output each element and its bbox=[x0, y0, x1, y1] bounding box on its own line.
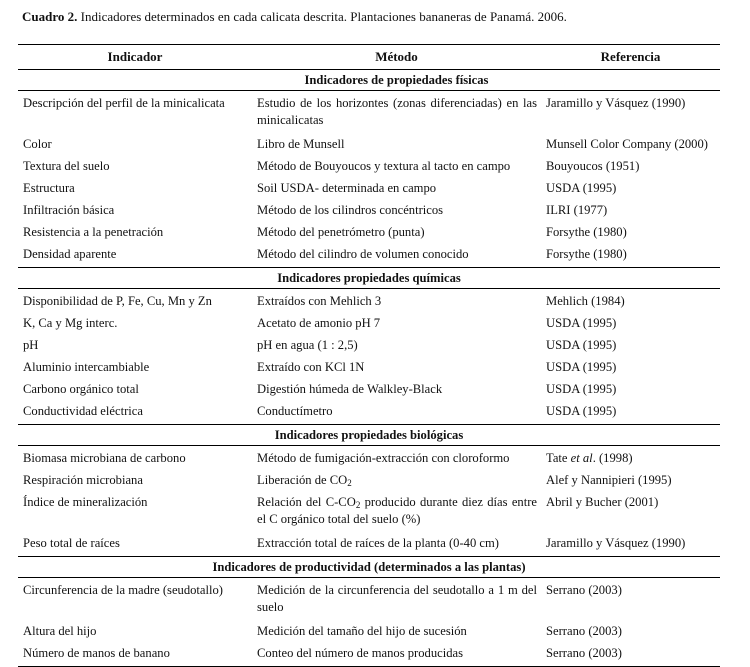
cell-metodo: Conteo del número de manos producidas bbox=[252, 644, 541, 667]
table-row bbox=[18, 336, 720, 358]
cell-metodo: Medición de la circunferencia del seudotallo a 1 m del suelo bbox=[257, 583, 537, 614]
cell-metodo: Extraídos con Mehlich 3 bbox=[257, 294, 382, 308]
cell-metodo: Método de fumigación-extracción con cloroformo bbox=[257, 451, 510, 465]
table-row bbox=[18, 619, 720, 644]
cell-metodo: Libro de Munsell bbox=[257, 137, 345, 151]
cell-metodo: Extracción total de raíces de la planta (0-40 cm) bbox=[257, 536, 499, 550]
caption-label: Cuadro 2. bbox=[22, 9, 78, 24]
table-row bbox=[18, 179, 720, 201]
table-row bbox=[18, 446, 720, 472]
table-row bbox=[18, 157, 720, 179]
ref-author: Tate bbox=[546, 451, 571, 465]
cell-referencia: Serrano (2003) bbox=[546, 583, 622, 597]
met-text-rest: producido durante diez días entre el C orgánico total del suelo (%) bbox=[257, 495, 537, 526]
section-fisicas: Indicadores de propiedades físicas bbox=[252, 70, 541, 91]
cell-referencia: Alef y Nannipieri (1995) bbox=[546, 473, 672, 487]
cell-metodo: Estudio de los horizontes (zonas diferenciadas) en las minicalicatas bbox=[257, 96, 537, 127]
header-metodo: Método bbox=[375, 49, 418, 64]
indicators-table bbox=[18, 44, 720, 667]
cell-referencia: USDA (1995) bbox=[546, 382, 617, 396]
cell-referencia: USDA (1995) bbox=[546, 360, 617, 374]
cell-referencia: USDA (1995) bbox=[546, 338, 617, 352]
met-subscript: 2 bbox=[347, 478, 352, 488]
table-row bbox=[18, 314, 720, 336]
section-biologicas: Indicadores propiedades biológicas bbox=[18, 425, 720, 446]
table-row bbox=[18, 644, 720, 667]
cell-metodo: Acetato de amonio pH 7 bbox=[257, 316, 381, 330]
table-row bbox=[18, 223, 720, 245]
cell-indicador: Infiltración básica bbox=[23, 203, 115, 217]
cell-indicador: Textura del suelo bbox=[23, 159, 110, 173]
cell-indicador: Circunferencia de la madre (seudotallo) bbox=[23, 583, 224, 597]
cell-indicador: Peso total de raíces bbox=[23, 536, 120, 550]
cell-indicador: Carbono orgánico total bbox=[23, 382, 139, 396]
cell-metodo: Soil USDA- determinada en campo bbox=[257, 181, 437, 195]
cell-referencia: USDA (1995) bbox=[546, 316, 617, 330]
cell-referencia: Abril y Bucher (2001) bbox=[546, 495, 659, 509]
cell-indicador: Respiración microbiana bbox=[23, 473, 143, 487]
table-row bbox=[18, 402, 720, 425]
cell-indicador: Altura del hijo bbox=[23, 624, 97, 638]
table-row bbox=[18, 493, 720, 531]
table-row bbox=[18, 245, 720, 268]
cell-indicador: Conductividad eléctrica bbox=[23, 404, 143, 418]
cell-metodo: Medición del tamaño del hijo de sucesión bbox=[257, 624, 467, 638]
cell-metodo bbox=[252, 471, 541, 493]
cell-referencia: Mehlich (1984) bbox=[546, 294, 625, 308]
ref-year: . (1998) bbox=[592, 451, 633, 465]
cell-referencia: Jaramillo y Vásquez (1990) bbox=[546, 536, 686, 550]
cell-indicador: Biomasa microbiana de carbono bbox=[23, 451, 186, 465]
section-row bbox=[18, 557, 720, 578]
cell-indicador: K, Ca y Mg interc. bbox=[23, 316, 118, 330]
header-indicador: Indicador bbox=[107, 49, 163, 64]
cell-indicador: Aluminio intercambiable bbox=[23, 360, 150, 374]
table-row bbox=[18, 380, 720, 402]
cell-referencia: USDA (1995) bbox=[546, 181, 617, 195]
section-quimicas: Indicadores propiedades químicas bbox=[18, 268, 720, 289]
cell-indicador: Disponibilidad de P, Fe, Cu, Mn y Zn bbox=[23, 294, 212, 308]
ref-etal: et al bbox=[570, 451, 593, 465]
table-row bbox=[18, 201, 720, 223]
section-row bbox=[18, 268, 720, 289]
cell-indicador: Estructura bbox=[23, 181, 75, 195]
cell-indicador: Densidad aparente bbox=[23, 247, 117, 261]
table-row bbox=[18, 358, 720, 380]
cell-referencia: Serrano (2003) bbox=[546, 624, 622, 638]
cell-referencia: ILRI (1977) bbox=[546, 203, 608, 217]
cell-indicador: pH bbox=[23, 338, 39, 352]
section-productividad: Indicadores de productividad (determinados a las plantas) bbox=[18, 557, 720, 578]
header-referencia: Referencia bbox=[600, 49, 661, 64]
caption-text: Indicadores determinados en cada calicata descrita. Plantaciones bananeras de Panamá. 2006. bbox=[77, 9, 567, 24]
cell-metodo: Método del penetrómetro (punta) bbox=[257, 225, 425, 239]
cell-metodo: Método del cilindro de volumen conocido bbox=[257, 247, 469, 261]
cell-metodo bbox=[252, 493, 541, 531]
cell-metodo: Extraído con KCl 1N bbox=[257, 360, 365, 374]
cell-metodo: Digestión húmeda de Walkley-Black bbox=[257, 382, 443, 396]
cell-indicador: Color bbox=[23, 137, 52, 151]
cell-indicador: Resistencia a la penetración bbox=[23, 225, 164, 239]
table-row bbox=[18, 578, 720, 620]
cell-referencia: Jaramillo y Vásquez (1990) bbox=[546, 96, 686, 110]
met-subscript: 2 bbox=[355, 500, 361, 510]
cell-referencia: Forsythe (1980) bbox=[546, 247, 627, 261]
cell-referencia: USDA (1995) bbox=[546, 404, 617, 418]
cell-indicador: Número de manos de banano bbox=[18, 644, 252, 667]
cell-metodo: pH en agua (1 : 2,5) bbox=[257, 338, 358, 352]
cell-indicador: Descripción del perfil de la minicalicata bbox=[23, 96, 225, 110]
table-caption bbox=[22, 9, 567, 25]
cell-metodo: Conductímetro bbox=[257, 404, 333, 418]
cell-metodo: Método de Bouyoucos y textura al tacto en campo bbox=[257, 159, 511, 173]
met-text: Liberación de CO bbox=[257, 473, 348, 487]
cell-indicador: Índice de mineralización bbox=[23, 495, 148, 509]
section-row bbox=[18, 70, 720, 91]
cell-referencia: Forsythe (1980) bbox=[546, 225, 627, 239]
cell-metodo: Método de los cilindros concéntricos bbox=[257, 203, 444, 217]
cell-referencia bbox=[541, 446, 720, 472]
table-row bbox=[18, 132, 720, 157]
cell-referencia: Serrano (2003) bbox=[541, 644, 720, 667]
table-row bbox=[18, 471, 720, 493]
table-row bbox=[18, 289, 720, 315]
table-row bbox=[18, 91, 720, 133]
table-row bbox=[18, 531, 720, 557]
cell-referencia: Bouyoucos (1951) bbox=[546, 159, 640, 173]
cell-referencia: Munsell Color Company (2000) bbox=[546, 137, 708, 151]
met-text: Relación del C-CO bbox=[257, 495, 356, 509]
section-row bbox=[18, 425, 720, 446]
header-row bbox=[18, 45, 720, 70]
